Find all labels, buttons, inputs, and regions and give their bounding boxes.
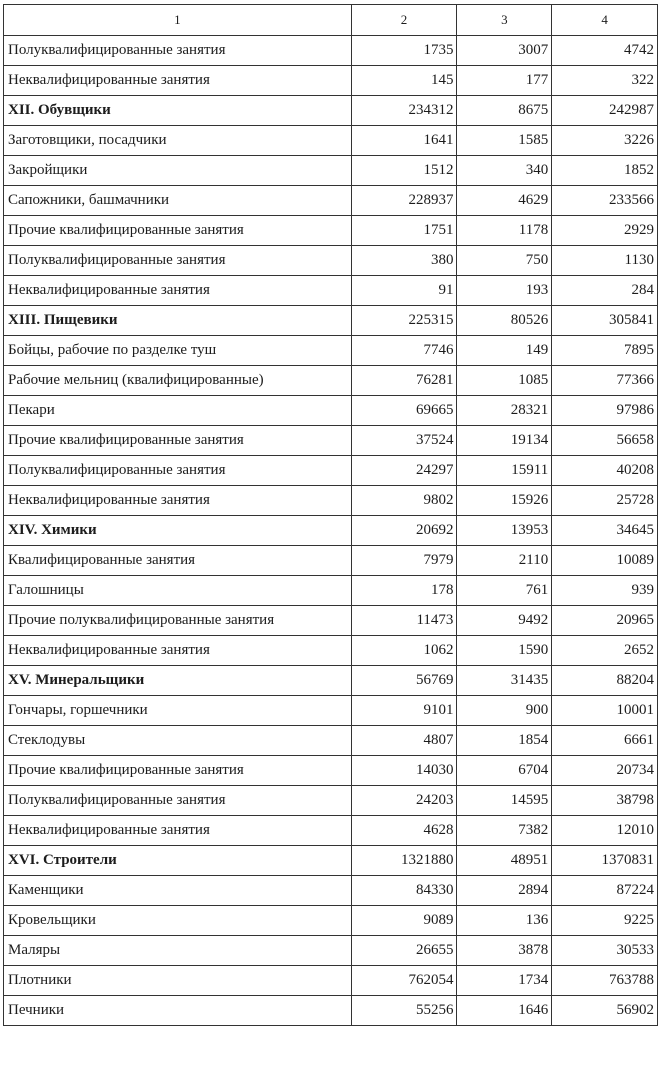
occupation-cell: Каменщики	[4, 876, 352, 906]
value-col3-cell: 2110	[457, 546, 552, 576]
value-col2-cell: 234312	[351, 96, 457, 126]
table-row	[4, 246, 658, 276]
occupation-cell: Стеклодувы	[4, 726, 352, 756]
occupation-cell: Неквалифицированные занятия	[4, 816, 352, 846]
table-row	[4, 546, 658, 576]
section-row	[4, 516, 658, 546]
table-row	[4, 726, 658, 756]
table-row	[4, 906, 658, 936]
table-row	[4, 456, 658, 486]
value-col3-cell: 149	[457, 336, 552, 366]
value-col4-cell: 763788	[552, 966, 658, 996]
occupation-cell: Гончары, горшечники	[4, 696, 352, 726]
occupation-cell: Полуквалифицированные занятия	[4, 456, 352, 486]
value-col3-cell: 80526	[457, 306, 552, 336]
table-row	[4, 36, 658, 66]
value-col4-cell: 10089	[552, 546, 658, 576]
value-col2-cell: 1321880	[351, 846, 457, 876]
value-col4-cell: 9225	[552, 906, 658, 936]
value-col4-cell: 284	[552, 276, 658, 306]
table-row	[4, 486, 658, 516]
occupations-table	[3, 4, 658, 1026]
table-row	[4, 126, 658, 156]
value-col3-cell: 1178	[457, 216, 552, 246]
table-row	[4, 66, 658, 96]
value-col4-cell: 34645	[552, 516, 658, 546]
column-header-2: 2	[351, 5, 457, 36]
value-col2-cell: 145	[351, 66, 457, 96]
value-col3-cell: 193	[457, 276, 552, 306]
value-col4-cell: 4742	[552, 36, 658, 66]
occupation-cell: Сапожники, башмачники	[4, 186, 352, 216]
value-col4-cell: 40208	[552, 456, 658, 486]
column-header-1: 1	[4, 5, 352, 36]
table-row	[4, 336, 658, 366]
value-col3-cell: 1854	[457, 726, 552, 756]
value-col4-cell: 20734	[552, 756, 658, 786]
value-col3-cell: 1590	[457, 636, 552, 666]
occupation-cell: Неквалифицированные занятия	[4, 276, 352, 306]
value-col2-cell: 178	[351, 576, 457, 606]
value-col4-cell: 233566	[552, 186, 658, 216]
value-col2-cell: 9802	[351, 486, 457, 516]
value-col2-cell: 37524	[351, 426, 457, 456]
value-col4-cell: 20965	[552, 606, 658, 636]
table-row	[4, 186, 658, 216]
occupation-cell: Пекари	[4, 396, 352, 426]
value-col3-cell: 31435	[457, 666, 552, 696]
occupation-cell: Полуквалифицированные занятия	[4, 36, 352, 66]
value-col2-cell: 91	[351, 276, 457, 306]
occupation-cell: XIII. Пищевики	[4, 306, 352, 336]
value-col3-cell: 19134	[457, 426, 552, 456]
table-row	[4, 216, 658, 246]
value-col2-cell: 1751	[351, 216, 457, 246]
value-col3-cell: 8675	[457, 96, 552, 126]
occupation-cell: Печники	[4, 996, 352, 1026]
value-col4-cell: 56902	[552, 996, 658, 1026]
occupation-cell: Бойцы, рабочие по разделке туш	[4, 336, 352, 366]
value-col4-cell: 322	[552, 66, 658, 96]
value-col4-cell: 87224	[552, 876, 658, 906]
value-col2-cell: 1641	[351, 126, 457, 156]
occupation-cell: Неквалифицированные занятия	[4, 636, 352, 666]
value-col2-cell: 56769	[351, 666, 457, 696]
value-col3-cell: 15911	[457, 456, 552, 486]
table-row	[4, 606, 658, 636]
value-col2-cell: 26655	[351, 936, 457, 966]
value-col4-cell: 88204	[552, 666, 658, 696]
value-col2-cell: 4628	[351, 816, 457, 846]
value-col3-cell: 750	[457, 246, 552, 276]
value-col4-cell: 25728	[552, 486, 658, 516]
occupation-cell: XIV. Химики	[4, 516, 352, 546]
occupation-cell: XVI. Строители	[4, 846, 352, 876]
column-header-3: 3	[457, 5, 552, 36]
value-col2-cell: 9089	[351, 906, 457, 936]
table-row	[4, 276, 658, 306]
value-col4-cell: 939	[552, 576, 658, 606]
header-row	[4, 5, 658, 36]
occupation-cell: Рабочие мельниц (квалифицированные)	[4, 366, 352, 396]
section-row	[4, 846, 658, 876]
value-col2-cell: 69665	[351, 396, 457, 426]
table-body	[4, 36, 658, 1026]
occupation-cell: Полуквалифицированные занятия	[4, 786, 352, 816]
value-col4-cell: 30533	[552, 936, 658, 966]
value-col2-cell: 11473	[351, 606, 457, 636]
occupation-cell: Прочие квалифицированные занятия	[4, 756, 352, 786]
value-col3-cell: 1734	[457, 966, 552, 996]
occupation-cell: Заготовщики, посадчики	[4, 126, 352, 156]
value-col2-cell: 24297	[351, 456, 457, 486]
table-row	[4, 786, 658, 816]
table-row	[4, 696, 658, 726]
table-row	[4, 936, 658, 966]
value-col4-cell: 2652	[552, 636, 658, 666]
value-col3-cell: 4629	[457, 186, 552, 216]
table-row	[4, 576, 658, 606]
table-row	[4, 396, 658, 426]
value-col4-cell: 2929	[552, 216, 658, 246]
value-col4-cell: 1130	[552, 246, 658, 276]
value-col3-cell: 900	[457, 696, 552, 726]
value-col3-cell: 13953	[457, 516, 552, 546]
section-row	[4, 306, 658, 336]
value-col4-cell: 1852	[552, 156, 658, 186]
table-row	[4, 996, 658, 1026]
occupation-cell: Квалифицированные занятия	[4, 546, 352, 576]
value-col3-cell: 1646	[457, 996, 552, 1026]
value-col3-cell: 1085	[457, 366, 552, 396]
value-col2-cell: 1062	[351, 636, 457, 666]
table-header	[4, 5, 658, 36]
occupation-cell: XII. Обувщики	[4, 96, 352, 126]
value-col2-cell: 1512	[351, 156, 457, 186]
table-row	[4, 876, 658, 906]
value-col2-cell: 228937	[351, 186, 457, 216]
occupation-cell: Галошницы	[4, 576, 352, 606]
value-col3-cell: 3007	[457, 36, 552, 66]
occupation-cell: Неквалифицированные занятия	[4, 66, 352, 96]
section-row	[4, 666, 658, 696]
table-row	[4, 426, 658, 456]
value-col3-cell: 9492	[457, 606, 552, 636]
value-col2-cell: 7979	[351, 546, 457, 576]
value-col3-cell: 28321	[457, 396, 552, 426]
value-col2-cell: 84330	[351, 876, 457, 906]
value-col3-cell: 6704	[457, 756, 552, 786]
value-col4-cell: 305841	[552, 306, 658, 336]
table-row	[4, 636, 658, 666]
value-col3-cell: 761	[457, 576, 552, 606]
occupation-cell: Закройщики	[4, 156, 352, 186]
value-col2-cell: 1735	[351, 36, 457, 66]
value-col4-cell: 7895	[552, 336, 658, 366]
value-col2-cell: 76281	[351, 366, 457, 396]
value-col2-cell: 380	[351, 246, 457, 276]
table-row	[4, 156, 658, 186]
occupation-cell: Неквалифицированные занятия	[4, 486, 352, 516]
value-col2-cell: 7746	[351, 336, 457, 366]
occupation-cell: Полуквалифицированные занятия	[4, 246, 352, 276]
table-row	[4, 366, 658, 396]
value-col4-cell: 242987	[552, 96, 658, 126]
value-col3-cell: 2894	[457, 876, 552, 906]
occupation-cell: Кровельщики	[4, 906, 352, 936]
value-col3-cell: 48951	[457, 846, 552, 876]
occupation-cell: Маляры	[4, 936, 352, 966]
section-row	[4, 96, 658, 126]
value-col4-cell: 56658	[552, 426, 658, 456]
value-col3-cell: 177	[457, 66, 552, 96]
value-col2-cell: 225315	[351, 306, 457, 336]
value-col2-cell: 55256	[351, 996, 457, 1026]
occupation-cell: Плотники	[4, 966, 352, 996]
value-col4-cell: 3226	[552, 126, 658, 156]
table-row	[4, 816, 658, 846]
value-col2-cell: 762054	[351, 966, 457, 996]
value-col4-cell: 77366	[552, 366, 658, 396]
value-col3-cell: 7382	[457, 816, 552, 846]
value-col2-cell: 24203	[351, 786, 457, 816]
value-col4-cell: 12010	[552, 816, 658, 846]
value-col3-cell: 14595	[457, 786, 552, 816]
occupation-cell: Прочие полуквалифицированные занятия	[4, 606, 352, 636]
value-col4-cell: 10001	[552, 696, 658, 726]
value-col3-cell: 15926	[457, 486, 552, 516]
value-col3-cell: 1585	[457, 126, 552, 156]
value-col3-cell: 340	[457, 156, 552, 186]
column-header-4: 4	[552, 5, 658, 36]
table-row	[4, 756, 658, 786]
value-col2-cell: 4807	[351, 726, 457, 756]
value-col2-cell: 9101	[351, 696, 457, 726]
value-col4-cell: 1370831	[552, 846, 658, 876]
value-col3-cell: 136	[457, 906, 552, 936]
value-col2-cell: 20692	[351, 516, 457, 546]
value-col3-cell: 3878	[457, 936, 552, 966]
occupation-cell: Прочие квалифицированные занятия	[4, 426, 352, 456]
value-col4-cell: 38798	[552, 786, 658, 816]
value-col2-cell: 14030	[351, 756, 457, 786]
value-col4-cell: 6661	[552, 726, 658, 756]
occupation-cell: Прочие квалифицированные занятия	[4, 216, 352, 246]
table-row	[4, 966, 658, 996]
value-col4-cell: 97986	[552, 396, 658, 426]
occupation-cell: XV. Минеральщики	[4, 666, 352, 696]
